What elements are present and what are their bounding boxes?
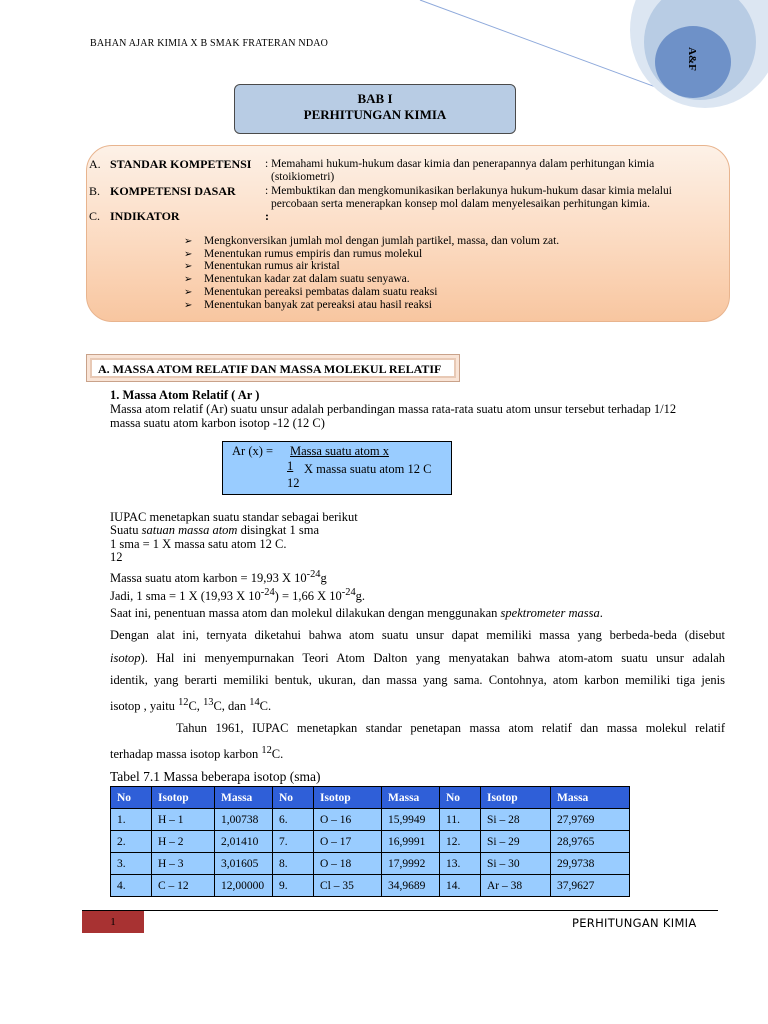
table-header-cell: Massa [382, 787, 453, 809]
table-cell: O – 18 [314, 853, 382, 875]
footer-rule [82, 910, 718, 911]
paragraph-line-6 [110, 745, 283, 762]
indikator-text: Menentukan rumus air kristal [204, 260, 340, 273]
table-cell: 27,9769 [551, 809, 630, 831]
table-row [111, 875, 290, 897]
table-row [273, 875, 453, 897]
isotope-14: C. [259, 699, 272, 714]
table-cell: 16,9991 [382, 831, 453, 853]
indikator-text: Menentukan banyak zat pereaksi atau hasil reaksi [204, 298, 432, 311]
table-cell: 1,00738 [215, 809, 290, 831]
paragraph-line-4-pre: isotop , yaitu [110, 699, 179, 714]
kompetensi-a-text: : Memahami hukum-hukum dasar kimia dan penerapannya dalam perhitungan kimia [265, 158, 655, 170]
isotope-14-sup: 14 [249, 697, 260, 708]
formula-fraction-denominator: 12 [287, 476, 300, 490]
table-cell: 3,01605 [215, 853, 290, 875]
iupac-line-6-mid: ) = 1,66 X 10 [274, 589, 342, 604]
kompetensi-c-label: INDIKATOR [110, 209, 180, 223]
table-cell: 7. [273, 831, 314, 853]
definition-line-2: massa suatu atom karbon isotop -12 (12 C) [110, 416, 325, 430]
table-cell: Si – 30 [481, 853, 551, 875]
isotope-13-sup: 13 [203, 697, 214, 708]
table-cell: Cl – 35 [314, 875, 382, 897]
formula-numerator: Massa suatu atom x [290, 444, 389, 458]
indikator-item [184, 235, 559, 248]
table-header-row [440, 787, 630, 809]
subsection-title: 1. Massa Atom Relatif ( Ar ) [110, 388, 260, 402]
table-header-cell: Massa [551, 787, 630, 809]
indikator-text: Menentukan kadar zat dalam suatu senyawa. [204, 273, 410, 286]
paragraph-line-1: Dengan alat ini, ternyata diketahui bahwa atom suatu unsur dapat memiliki massa yang berbeda-beda (disebut [110, 628, 725, 642]
table-cell: 28,9765 [551, 831, 630, 853]
arrow-bullet-icon: ➢ [184, 236, 193, 247]
table-header-cell: Massa [215, 787, 290, 809]
table-cell: 29,9738 [551, 853, 630, 875]
kompetensi-a-text-2: (stoikiometri) [271, 171, 335, 183]
isotope-12-sup: 12 [178, 697, 189, 708]
kompetensi-b-text: : Membuktikan dan mengkomunikasikan berlakunya hukum-hukum dasar kimia melalui [265, 185, 672, 197]
table-cell: 9. [273, 875, 314, 897]
table-row [440, 831, 630, 853]
formula-box [222, 441, 452, 495]
arrow-bullet-icon: ➢ [184, 261, 193, 273]
section-a-heading: A. MASSA ATOM RELATIF DAN MASSA MOLEKUL RELATIF [90, 358, 456, 378]
iupac-line-2-em: satuan massa atom [141, 523, 238, 537]
paragraph-line-3: identik, yang berarti memiliki bentuk, ukuran, dan massa yang sama. Contohnya, atom karbon memiliki tiga jenis [110, 673, 725, 687]
formula-lhs: Ar (x) = [232, 444, 274, 458]
table-row [111, 809, 290, 831]
iupac-line-2 [110, 523, 319, 537]
iupac-line-5-post: g [320, 571, 327, 586]
iupac-line-5-pre: Massa suatu atom karbon = 19,93 X 10 [110, 571, 307, 586]
logo-text: A&F [686, 47, 698, 71]
chapter-title: PERHITUNGAN KIMIA [303, 107, 447, 122]
indikator-item [184, 260, 340, 273]
footer-title: PERHITUNGAN KIMIA [572, 916, 697, 930]
iupac-line-6-sup: -24 [260, 587, 275, 598]
carbon-12-sup: 12 [261, 745, 272, 756]
kompetensi-b-text-2: percobaan serta menerapkan konsep mol dalam menyelesaikan perhitungan kimia. [271, 198, 651, 210]
iupac-line-5 [110, 568, 327, 585]
table-row [273, 831, 453, 853]
kompetensi-b-letter: B. [89, 184, 101, 198]
isotope-13: C, dan [213, 699, 250, 714]
formula-fraction-numerator: 1 [287, 459, 294, 473]
iupac-line-3: 1 sma = 1 X massa satu atom 12 C. [110, 537, 287, 551]
kompetensi-c-colon: : [265, 209, 269, 223]
paragraph-line-2-text: ). Hal ini menyempurnakan Teori Atom Dalton yang menyatakan bahwa atom-atom suatu unsur adalah [140, 651, 725, 665]
arrow-bullet-icon: ➢ [184, 248, 193, 260]
iupac-line-7-em: spektrometer massa [500, 606, 600, 620]
arrow-bullet-icon: ➢ [184, 299, 193, 311]
iupac-line-4: 12 [110, 550, 123, 564]
table-row [273, 809, 453, 831]
paragraph-line-2 [110, 651, 725, 666]
paragraph-line-6-post: C. [271, 747, 284, 762]
iupac-line-6-pre: Jadi, 1 sma = 1 X (19,93 X 10 [110, 589, 261, 604]
kompetensi-c-letter: C. [89, 209, 101, 223]
table-cell: 4. [111, 875, 152, 897]
iupac-line-6-sup2: -24 [341, 587, 356, 598]
indikator-text: Menentukan rumus empiris dan rumus molekul [204, 247, 423, 260]
table-row [440, 809, 630, 831]
table-cell: 3. [111, 853, 152, 875]
isotope-12: C, [188, 699, 204, 714]
table-cell: 8. [273, 853, 314, 875]
table-row [440, 875, 630, 897]
table-cell: 2. [111, 831, 152, 853]
arrow-bullet-icon: ➢ [184, 274, 193, 286]
iupac-line-6-post: g. [355, 589, 366, 604]
table-cell: Si – 28 [481, 809, 551, 831]
iupac-line-1: IUPAC menetapkan suatu standar sebagai berikut [110, 510, 358, 524]
table-cell: C – 12 [152, 875, 215, 897]
table-row [111, 831, 290, 853]
table-cell: 14. [440, 875, 481, 897]
paragraph-line-6-pre: terhadap massa isotop karbon [110, 747, 262, 762]
table-cell: Ar – 38 [481, 875, 551, 897]
table-cell: H – 3 [152, 853, 215, 875]
indikator-text: Menentukan pereaksi pembatas dalam suatu reaksi [204, 285, 438, 298]
iupac-line-7-pre: Saat ini, penentuan massa atom dan molekul dilakukan dengan menggunakan [110, 606, 501, 620]
table-cell: 12. [440, 831, 481, 853]
table-cell: 17,9992 [382, 853, 453, 875]
table-header-cell: Isotop [481, 787, 551, 809]
table-header-row [273, 787, 453, 809]
table-header-cell: Isotop [152, 787, 215, 809]
isotope-table-1 [110, 786, 290, 897]
table-cell: H – 2 [152, 831, 215, 853]
table-row [273, 853, 453, 875]
table-cell: 2,01410 [215, 831, 290, 853]
page-number: 1 [82, 911, 144, 933]
table-cell: 15,9949 [382, 809, 453, 831]
iupac-line-5-sup: -24 [306, 569, 321, 580]
table-header-cell: Isotop [314, 787, 382, 809]
table-cell: H – 1 [152, 809, 215, 831]
paragraph-isotop-em: isotop [110, 651, 141, 665]
iupac-line-2-post: disingkat 1 sma [237, 523, 320, 537]
table-cell: O – 16 [314, 809, 382, 831]
section-a-heading-box [86, 354, 460, 382]
paragraph-line-4 [110, 697, 271, 714]
table-header-row [111, 787, 290, 809]
kompetensi-a-label: STANDAR KOMPETENSI [110, 157, 252, 171]
chapter-number: BAB I [357, 91, 393, 106]
indikator-item [184, 299, 432, 312]
table-cell: 13. [440, 853, 481, 875]
table-cell: 6. [273, 809, 314, 831]
table-header-cell: No [273, 787, 314, 809]
table-header-cell: No [111, 787, 152, 809]
indikator-text: Mengkonversikan jumlah mol dengan jumlah partikel, massa, dan volum zat. [204, 235, 560, 247]
paragraph-line-5: Tahun 1961, IUPAC menetapkan standar penetapan massa atom relatif dan massa molekul relatif [176, 721, 725, 735]
isotope-table-2 [272, 786, 453, 897]
table-cell: Si – 29 [481, 831, 551, 853]
kompetensi-b-label: KOMPETENSI DASAR [110, 184, 236, 198]
table-cell: 12,00000 [215, 875, 290, 897]
arrow-bullet-icon: ➢ [184, 286, 193, 298]
table-header-cell: No [440, 787, 481, 809]
table-cell: 11. [440, 809, 481, 831]
iupac-line-2-pre: Suatu [110, 523, 142, 537]
definition-line-1: Massa atom relatif (Ar) suatu unsur adalah perbandingan massa rata-rata suatu atom unsur tersebut terhadap 1/12 [110, 402, 677, 416]
table-cell: 37,9627 [551, 875, 630, 897]
isotope-table-3 [439, 786, 630, 897]
formula-fraction-rest: X massa suatu atom 12 C [304, 462, 432, 476]
table-row [111, 853, 290, 875]
indikator-item [184, 273, 410, 286]
kompetensi-a-letter: A. [89, 157, 101, 171]
indikator-item [184, 248, 422, 261]
table-cell: 34,9689 [382, 875, 453, 897]
running-header: BAHAN AJAR KIMIA X B SMAK FRATERAN NDAO [90, 38, 329, 49]
chapter-title-box [234, 84, 516, 134]
table-row [440, 853, 630, 875]
iupac-line-6 [110, 586, 365, 603]
table-cell: 1. [111, 809, 152, 831]
iupac-line-7 [110, 606, 603, 620]
table-cell: O – 17 [314, 831, 382, 853]
table-caption: Tabel 7.1 Massa beberapa isotop (sma) [110, 769, 321, 784]
indikator-item [184, 286, 437, 299]
iupac-line-7-post: . [599, 606, 603, 620]
